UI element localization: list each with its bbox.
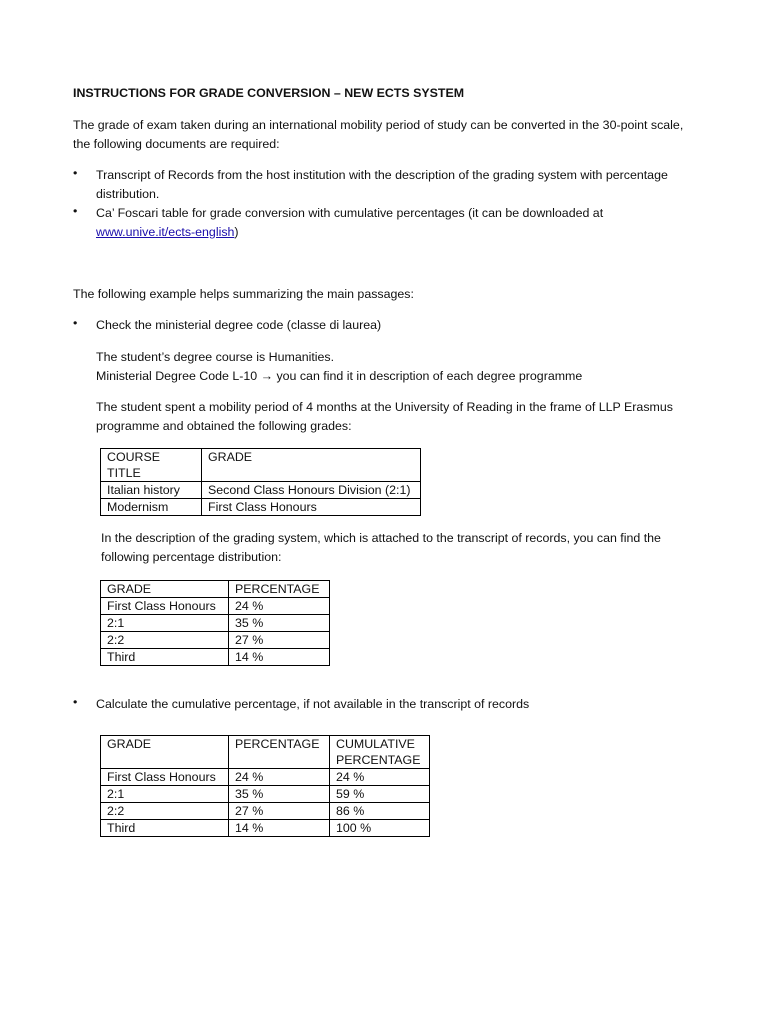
bullet-icon: • [73, 316, 78, 330]
table-row [101, 482, 421, 499]
bullet-icon: • [73, 695, 78, 709]
table-row [101, 598, 330, 615]
table-cell: First Class Honours [101, 769, 229, 786]
table-cell: 35 % [229, 615, 330, 632]
step-check-code: Check the ministerial degree code (classe di laurea) [96, 318, 382, 332]
ects-link[interactable]: www.unive.it/ects-english [96, 225, 235, 239]
table-cell: Italian history [101, 482, 202, 499]
table-cell: 2:1 [101, 615, 229, 632]
table-cell: 14 % [229, 649, 330, 666]
bullet-icon: • [73, 166, 78, 180]
table-header-row [101, 581, 330, 598]
table-row [101, 649, 330, 666]
table-header-row [101, 449, 421, 482]
table-cell: 100 % [330, 820, 430, 837]
table-header: GRADE [101, 736, 229, 769]
table-row [101, 786, 430, 803]
table-cell: 27 % [229, 803, 330, 820]
table-row [101, 615, 330, 632]
course-line: The student’s degree course is Humanities. [96, 350, 335, 364]
table-header-row [101, 736, 430, 769]
table-header: PERCENTAGE [229, 736, 330, 769]
courses-table [100, 448, 421, 516]
table-cell: 24 % [330, 769, 430, 786]
code-line-a: Ministerial Degree Code L-10 [96, 369, 261, 383]
doc-item-suffix: ) [234, 225, 239, 239]
step-calculate-cumulative: Calculate the cumulative percentage, if not available in the transcript of records [96, 697, 530, 711]
table-row [101, 820, 430, 837]
table-cell: 86 % [330, 803, 430, 820]
table-cell: 27 % [229, 632, 330, 649]
doc-item-text: Ca’ Foscari table for grade conversion with cumulative percentages (it can be downloaded at [96, 206, 604, 220]
doc-item-conversion-table [96, 204, 686, 242]
table-cell: 59 % [330, 786, 430, 803]
table-row [101, 803, 430, 820]
table-cell: 24 % [229, 598, 330, 615]
table-row [101, 632, 330, 649]
bullet-icon: • [73, 204, 78, 218]
table-cell: Third [101, 820, 229, 837]
grading-description: In the description of the grading system, which is attached to the transcript of records, you can find the following percentage distribution: [101, 531, 661, 564]
mobility-paragraph: The student spent a mobility period of 4 months at the University of Reading in the frame of LLP Erasmus programme and obtained the following grades: [96, 400, 673, 433]
table-cell: 24 % [229, 769, 330, 786]
table-cell: Second Class Honours Division (2:1) [202, 482, 421, 499]
code-line-b: you can find it in description of each degree programme [273, 369, 583, 383]
table-cell: 2:2 [101, 803, 229, 820]
intro-paragraph: The grade of exam taken during an international mobility period of study can be converted in the 30-point scale, the following documents are required: [73, 118, 684, 151]
table-cell: 2:2 [101, 632, 229, 649]
table-cell: Modernism [101, 499, 202, 516]
document-title: INSTRUCTIONS FOR GRADE CONVERSION – NEW ECTS SYSTEM [73, 86, 465, 100]
table-cell: 2:1 [101, 786, 229, 803]
table-cell: First Class Honours [101, 598, 229, 615]
table-header: CUMULATIVE PERCENTAGE [330, 736, 430, 769]
cumulative-table [100, 735, 430, 837]
table-cell: First Class Honours [202, 499, 421, 516]
code-line [96, 367, 686, 386]
doc-item-transcript: Transcript of Records from the host institution with the description of the grading system with percentage distribution. [96, 168, 668, 201]
table-row [101, 769, 430, 786]
arrow-right-icon: → [260, 369, 273, 383]
table-header: COURSE TITLE [101, 449, 202, 482]
table-header: GRADE [202, 449, 421, 482]
percentage-table [100, 580, 330, 666]
table-cell: 14 % [229, 820, 330, 837]
table-cell: 35 % [229, 786, 330, 803]
table-header: GRADE [101, 581, 229, 598]
example-intro: The following example helps summarizing the main passages: [73, 287, 414, 301]
table-cell: Third [101, 649, 229, 666]
table-row [101, 499, 421, 516]
table-header: PERCENTAGE [229, 581, 330, 598]
